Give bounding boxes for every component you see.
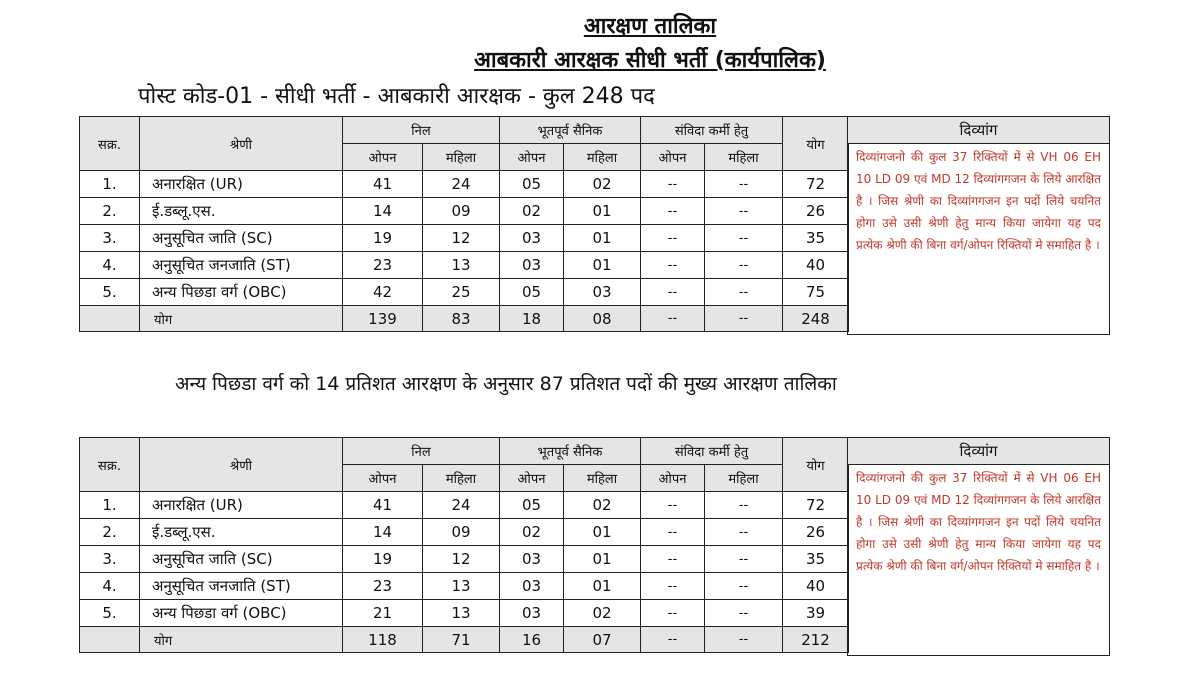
cell-total: 72 (783, 492, 849, 519)
total-nil-female: 83 (423, 306, 500, 332)
cell-total: 26 (783, 519, 849, 546)
cell-ex-open: 02 (500, 519, 564, 546)
cell-ex-female: 01 (564, 546, 641, 573)
cell-nil-open: 23 (343, 573, 423, 600)
header-ex-serviceman: भूतपूर्व सैनिक (500, 117, 641, 144)
total-ex-open: 16 (500, 627, 564, 653)
cell-sno: 2. (80, 198, 140, 225)
cell-sno: 3. (80, 546, 140, 573)
cell-ex-open: 02 (500, 198, 564, 225)
table-row (80, 198, 849, 225)
header-contract: संविदा कर्मी हेतु (641, 117, 783, 144)
reservation-table-1 (79, 116, 849, 332)
table-row (80, 573, 849, 600)
total-con-female: -- (705, 306, 783, 332)
total-nil-female: 71 (423, 627, 500, 653)
cell-nil-female: 24 (423, 492, 500, 519)
totals-label: योग (140, 306, 343, 332)
cell-ex-female: 03 (564, 279, 641, 306)
cell-category: अनुसूचित जनजाति (ST) (140, 252, 343, 279)
cell-total: 72 (783, 171, 849, 198)
cell-con-female: -- (705, 573, 783, 600)
header-sno: सक्र. (80, 438, 140, 492)
cell-category: अनारक्षित (UR) (140, 492, 343, 519)
cell-ex-open: 05 (500, 279, 564, 306)
cell-ex-open: 03 (500, 573, 564, 600)
cell-ex-female: 01 (564, 225, 641, 252)
cell-total: 75 (783, 279, 849, 306)
cell-nil-female: 12 (423, 546, 500, 573)
header-nil: निल (343, 117, 500, 144)
cell-con-open: -- (641, 573, 705, 600)
divyang-box-2 (847, 437, 1110, 656)
header-nil-open: ओपन (343, 144, 423, 171)
cell-ex-female: 02 (564, 171, 641, 198)
total-ex-female: 07 (564, 627, 641, 653)
header-ex-open: ओपन (500, 144, 564, 171)
table-row (80, 279, 849, 306)
cell-con-open: -- (641, 279, 705, 306)
divyang-note: दिव्यांगजनो की कुल 37 रिक्तियों में से VH 06 EH 10 LD 09 एवं MD 12 दिव्यांगगजन के लिये आरक्षित है । जिस श्रेणी का दिव्यांगगजन इन पदों लिये चयनित होगा उसे उसी श्रेणी हेतु मान्य किया जायेगा यह पद प्रत्येक श्रेणी की बिना वर्ग/ओपन रिक्तियों मे समाहित है । (856, 150, 1101, 252)
cell-ex-female: 01 (564, 573, 641, 600)
cell-con-female: -- (705, 225, 783, 252)
cell-nil-open: 19 (343, 546, 423, 573)
cell-sno: 4. (80, 252, 140, 279)
cell-total: 40 (783, 573, 849, 600)
grand-total: 212 (783, 627, 849, 653)
total-ex-open: 18 (500, 306, 564, 332)
cell-con-female: -- (705, 546, 783, 573)
totals-row (80, 306, 849, 332)
cell-sno: 5. (80, 600, 140, 627)
cell-category: अन्य पिछडा वर्ग (OBC) (140, 600, 343, 627)
header-ex-serviceman: भूतपूर्व सैनिक (500, 438, 641, 465)
cell-total: 35 (783, 225, 849, 252)
cell-nil-female: 13 (423, 600, 500, 627)
cell-con-open: -- (641, 252, 705, 279)
cell-nil-female: 24 (423, 171, 500, 198)
cell-sno: 4. (80, 573, 140, 600)
cell-sno-empty (80, 306, 140, 332)
cell-nil-open: 41 (343, 171, 423, 198)
cell-sno: 5. (80, 279, 140, 306)
divyang-note: दिव्यांगजनो की कुल 37 रिक्तियों में से VH 06 EH 10 LD 09 एवं MD 12 दिव्यांगगजन के लिये आरक्षित है । जिस श्रेणी का दिव्यांगगजन इन पदों लिये चयनित होगा उसे उसी श्रेणी हेतु मान्य किया जायेगा यह पद प्रत्येक श्रेणी की बिना वर्ग/ओपन रिक्तियों मे समाहित है । (856, 471, 1101, 573)
table-row (80, 225, 849, 252)
header-nil: निल (343, 438, 500, 465)
cell-con-female: -- (705, 492, 783, 519)
table-row (80, 546, 849, 573)
cell-ex-female: 02 (564, 600, 641, 627)
totals-label: योग (140, 627, 343, 653)
total-nil-open: 139 (343, 306, 423, 332)
cell-con-female: -- (705, 198, 783, 225)
total-con-open: -- (641, 306, 705, 332)
divyang-header: दिव्यांग (848, 438, 1109, 465)
cell-nil-female: 25 (423, 279, 500, 306)
cell-con-female: -- (705, 600, 783, 627)
cell-ex-open: 05 (500, 492, 564, 519)
cell-sno: 1. (80, 171, 140, 198)
cell-con-open: -- (641, 198, 705, 225)
cell-nil-female: 13 (423, 252, 500, 279)
cell-category: अनारक्षित (UR) (140, 171, 343, 198)
header-con-female: महिला (705, 465, 783, 492)
cell-con-open: -- (641, 492, 705, 519)
cell-category: अनुसूचित जनजाति (ST) (140, 573, 343, 600)
cell-ex-female: 01 (564, 252, 641, 279)
header-ex-open: ओपन (500, 465, 564, 492)
cell-ex-open: 03 (500, 225, 564, 252)
header-category: श्रेणी (140, 438, 343, 492)
cell-ex-open: 03 (500, 252, 564, 279)
cell-con-female: -- (705, 519, 783, 546)
table-row (80, 492, 849, 519)
cell-con-open: -- (641, 225, 705, 252)
post-code-line: पोस्ट कोड-01 - सीधी भर्ती - आबकारी आरक्षक - कुल 248 पद (138, 84, 655, 109)
cell-con-open: -- (641, 546, 705, 573)
grand-total: 248 (783, 306, 849, 332)
divyang-header: दिव्यांग (848, 117, 1109, 144)
header-category: श्रेणी (140, 117, 343, 171)
total-con-female: -- (705, 627, 783, 653)
cell-category: अनुसूचित जाति (SC) (140, 225, 343, 252)
cell-category: अनुसूचित जाति (SC) (140, 546, 343, 573)
header-con-open: ओपन (641, 144, 705, 171)
cell-ex-female: 01 (564, 198, 641, 225)
cell-total: 39 (783, 600, 849, 627)
cell-ex-female: 02 (564, 492, 641, 519)
total-ex-female: 08 (564, 306, 641, 332)
table-row (80, 600, 849, 627)
cell-sno: 3. (80, 225, 140, 252)
header-ex-female: महिला (564, 465, 641, 492)
cell-category: अन्य पिछडा वर्ग (OBC) (140, 279, 343, 306)
cell-con-female: -- (705, 279, 783, 306)
header-total: योग (783, 438, 849, 492)
cell-sno: 2. (80, 519, 140, 546)
header-nil-female: महिला (423, 144, 500, 171)
cell-nil-female: 13 (423, 573, 500, 600)
header-sno: सक्र. (80, 117, 140, 171)
cell-total: 26 (783, 198, 849, 225)
header-nil-open: ओपन (343, 465, 423, 492)
main-table-caption: अन्य पिछडा वर्ग को 14 प्रतिशत आरक्षण के अनुसार 87 प्रतिशत पदों की मुख्य आरक्षण तालिका (175, 373, 837, 395)
cell-nil-open: 42 (343, 279, 423, 306)
total-nil-open: 118 (343, 627, 423, 653)
reservation-table-2 (79, 437, 849, 653)
cell-nil-open: 19 (343, 225, 423, 252)
header-total: योग (783, 117, 849, 171)
cell-category: ई.डब्लू.एस. (140, 519, 343, 546)
document-subtitle: आबकारी आरक्षक सीधी भर्ती (कार्यपालिक) (474, 48, 826, 73)
cell-nil-open: 14 (343, 519, 423, 546)
cell-nil-open: 14 (343, 198, 423, 225)
cell-sno-empty (80, 627, 140, 653)
header-contract: संविदा कर्मी हेतु (641, 438, 783, 465)
cell-total: 40 (783, 252, 849, 279)
cell-nil-open: 21 (343, 600, 423, 627)
header-con-open: ओपन (641, 465, 705, 492)
header-nil-female: महिला (423, 465, 500, 492)
header-ex-female: महिला (564, 144, 641, 171)
cell-sno: 1. (80, 492, 140, 519)
cell-con-female: -- (705, 252, 783, 279)
cell-nil-female: 12 (423, 225, 500, 252)
cell-nil-open: 41 (343, 492, 423, 519)
cell-ex-female: 01 (564, 519, 641, 546)
cell-nil-female: 09 (423, 198, 500, 225)
total-con-open: -- (641, 627, 705, 653)
table-row (80, 519, 849, 546)
header-con-female: महिला (705, 144, 783, 171)
cell-con-open: -- (641, 519, 705, 546)
table-row (80, 171, 849, 198)
table-row (80, 252, 849, 279)
cell-con-open: -- (641, 600, 705, 627)
totals-row (80, 627, 849, 653)
cell-nil-open: 23 (343, 252, 423, 279)
cell-con-open: -- (641, 171, 705, 198)
cell-ex-open: 05 (500, 171, 564, 198)
cell-total: 35 (783, 546, 849, 573)
document-title: आरक्षण तालिका (583, 14, 717, 39)
cell-ex-open: 03 (500, 546, 564, 573)
cell-con-female: -- (705, 171, 783, 198)
divyang-box-1 (847, 116, 1110, 335)
cell-nil-female: 09 (423, 519, 500, 546)
cell-category: ई.डब्लू.एस. (140, 198, 343, 225)
cell-ex-open: 03 (500, 600, 564, 627)
